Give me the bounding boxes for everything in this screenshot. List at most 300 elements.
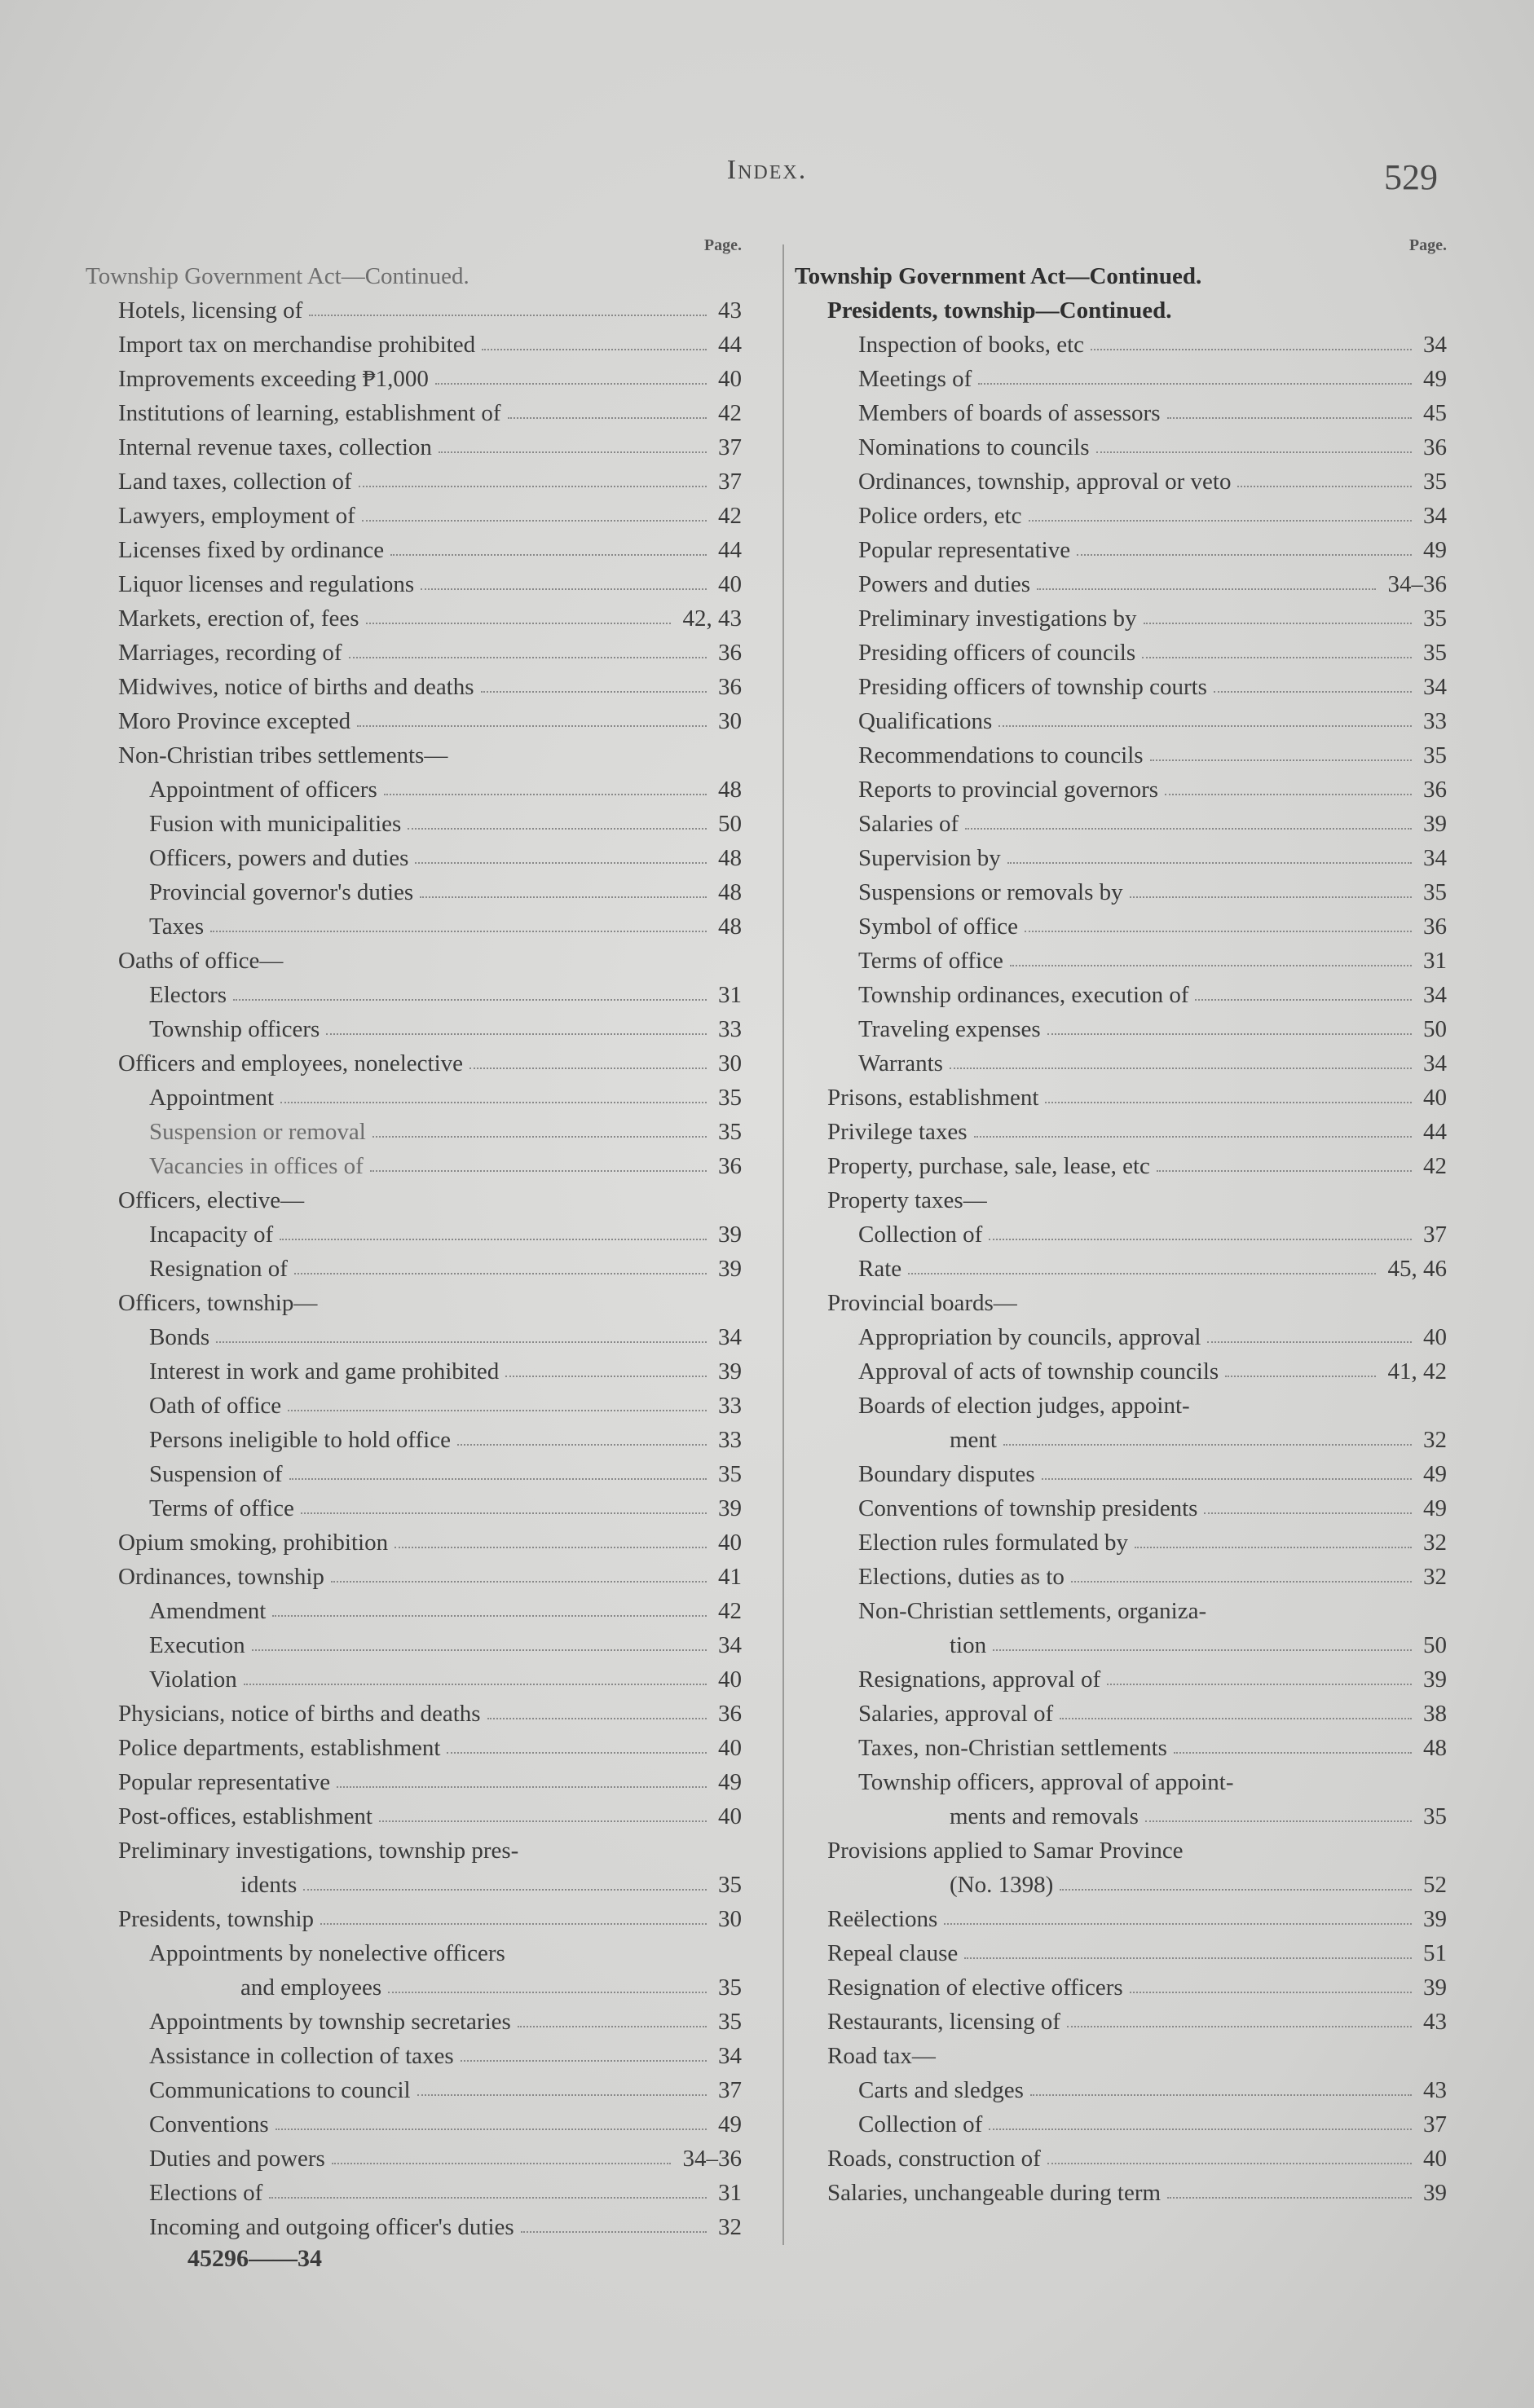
dot-leader bbox=[390, 554, 707, 556]
index-entry bbox=[795, 1081, 1447, 1115]
index-entry bbox=[795, 1149, 1447, 1183]
entry-text: Presidents, township bbox=[118, 1906, 315, 1932]
index-entry bbox=[795, 1868, 1447, 1902]
entry-text: ments and removals bbox=[950, 1803, 1139, 1829]
dot-leader bbox=[1142, 657, 1412, 658]
column-divider bbox=[782, 244, 784, 2245]
index-entry bbox=[86, 533, 742, 567]
entry-page: 39 bbox=[1423, 811, 1447, 837]
index-entry bbox=[795, 1799, 1447, 1834]
dot-leader bbox=[1225, 1376, 1376, 1377]
dot-leader bbox=[508, 417, 707, 419]
entry-text: Vacancies in offices of bbox=[149, 1153, 364, 1179]
entry-page: 35 bbox=[1423, 605, 1447, 632]
index-entry bbox=[86, 1389, 742, 1423]
dot-leader bbox=[1130, 1992, 1412, 1993]
index-entry bbox=[86, 1765, 742, 1799]
entry-page: 37 bbox=[718, 434, 742, 460]
index-entry bbox=[86, 909, 742, 944]
entry-page: 40 bbox=[1423, 1324, 1447, 1350]
index-entry bbox=[86, 430, 742, 464]
entry-page: 30 bbox=[718, 1050, 742, 1076]
entry-text: Duties and powers bbox=[149, 2146, 325, 2172]
page-column-header: Page. bbox=[1408, 236, 1447, 254]
index-entry bbox=[86, 1697, 742, 1731]
dot-leader bbox=[950, 1068, 1412, 1069]
entry-page: 44 bbox=[718, 332, 742, 358]
index-entry bbox=[86, 464, 742, 499]
entry-text: Township officers, approval of appoint- bbox=[858, 1769, 1234, 1795]
index-entry bbox=[795, 2107, 1447, 2142]
entry-text: Popular representative bbox=[118, 1769, 331, 1795]
entry-text: Execution bbox=[149, 1632, 245, 1658]
entry-text: Warrants bbox=[858, 1050, 943, 1076]
entry-text: Resignation of bbox=[149, 1256, 288, 1282]
dot-leader bbox=[379, 1820, 707, 1822]
entry-page: 40 bbox=[718, 1530, 742, 1556]
entry-page: 40 bbox=[1423, 1085, 1447, 1111]
index-entry bbox=[795, 1662, 1447, 1697]
index-entry bbox=[86, 1046, 742, 1081]
dot-leader bbox=[1144, 623, 1412, 624]
index-entry bbox=[86, 1560, 742, 1594]
dot-leader bbox=[320, 1923, 707, 1925]
dot-leader bbox=[1107, 1684, 1412, 1685]
index-entry bbox=[795, 2005, 1447, 2039]
dot-leader bbox=[421, 588, 707, 590]
dot-leader bbox=[993, 1649, 1412, 1651]
index-entry bbox=[86, 2107, 742, 2142]
index-entry bbox=[86, 2176, 742, 2210]
entry-text: Approval of acts of township councils bbox=[858, 1358, 1219, 1384]
dot-leader bbox=[357, 725, 707, 727]
index-entry bbox=[795, 567, 1447, 601]
entry-text: Violation bbox=[149, 1666, 237, 1693]
entry-text: Township ordinances, execution of bbox=[858, 982, 1189, 1008]
dot-leader bbox=[1047, 1033, 1412, 1035]
entry-page: 40 bbox=[718, 1803, 742, 1829]
dot-leader bbox=[331, 1581, 707, 1583]
entry-page: 30 bbox=[718, 708, 742, 734]
dot-leader bbox=[1025, 931, 1412, 932]
entry-page: 49 bbox=[1423, 537, 1447, 563]
index-entry bbox=[86, 2142, 742, 2176]
entry-page: 39 bbox=[1423, 1974, 1447, 2001]
entry-page: 34 bbox=[1423, 674, 1447, 700]
index-entry bbox=[795, 2142, 1447, 2176]
entry-page: 36 bbox=[1423, 913, 1447, 940]
entry-page: 36 bbox=[718, 674, 742, 700]
dot-leader bbox=[1060, 1718, 1412, 1719]
index-entry bbox=[86, 1731, 742, 1765]
entry-text: Ordinances, township, approval or veto bbox=[858, 469, 1232, 495]
index-entry bbox=[795, 1902, 1447, 1936]
dot-leader bbox=[384, 794, 707, 795]
dot-leader bbox=[1204, 1512, 1412, 1514]
entry-text: Meetings of bbox=[858, 366, 972, 392]
entry-page: 34 bbox=[718, 1632, 742, 1658]
entry-page: 37 bbox=[718, 469, 742, 495]
entry-text: Midwives, notice of births and deaths bbox=[118, 674, 474, 700]
entry-text: Terms of office bbox=[858, 948, 1003, 974]
index-entry bbox=[795, 841, 1447, 875]
entry-text: Ordinances, township bbox=[118, 1564, 324, 1590]
entry-page: 39 bbox=[1423, 2180, 1447, 2206]
index-entry bbox=[795, 1936, 1447, 1970]
dot-leader bbox=[280, 1239, 707, 1240]
entry-text: Police orders, etc bbox=[858, 503, 1022, 529]
entry-text: Persons ineligible to hold office bbox=[149, 1427, 451, 1453]
entry-page: 51 bbox=[1423, 1940, 1447, 1966]
dot-leader bbox=[447, 1752, 707, 1754]
entry-page: 36 bbox=[1423, 434, 1447, 460]
index-entry bbox=[86, 1354, 742, 1389]
entry-page: 34 bbox=[1423, 332, 1447, 358]
entry-page: 49 bbox=[1423, 366, 1447, 392]
index-entry bbox=[795, 396, 1447, 430]
entry-text: Carts and sledges bbox=[858, 2077, 1024, 2103]
entry-text: (No. 1398) bbox=[950, 1872, 1054, 1898]
entry-text: Terms of office bbox=[149, 1495, 294, 1521]
index-entry bbox=[795, 1423, 1447, 1457]
dot-leader bbox=[1010, 965, 1412, 966]
entry-page: 33 bbox=[718, 1016, 742, 1042]
index-entry bbox=[795, 2039, 1447, 2073]
entry-text: Licenses fixed by ordinance bbox=[118, 537, 385, 563]
page-column-header: Page. bbox=[703, 236, 742, 254]
index-entry bbox=[795, 1560, 1447, 1594]
entry-text: Hotels, licensing of bbox=[118, 297, 303, 324]
entry-page: 48 bbox=[718, 777, 742, 803]
entry-page: 39 bbox=[718, 1256, 742, 1282]
dot-leader bbox=[269, 2197, 707, 2199]
dot-leader bbox=[944, 1923, 1412, 1925]
index-entry bbox=[795, 259, 1447, 293]
index-entry bbox=[86, 1799, 742, 1834]
entry-text: Township Government Act—Continued. bbox=[86, 263, 469, 289]
dot-leader bbox=[337, 1786, 707, 1788]
entry-page: 34 bbox=[1423, 982, 1447, 1008]
entry-text: Restaurants, licensing of bbox=[827, 2009, 1060, 2035]
entry-text: Fusion with municipalities bbox=[149, 811, 402, 837]
entry-page: 43 bbox=[718, 297, 742, 324]
entry-text: Markets, erection of, fees bbox=[118, 605, 359, 632]
entry-page: 35 bbox=[718, 1872, 742, 1898]
index-entry bbox=[86, 1149, 742, 1183]
entry-text: Property taxes— bbox=[827, 1187, 987, 1213]
entry-text: Incoming and outgoing officer's duties bbox=[149, 2214, 514, 2240]
index-entry bbox=[86, 1970, 742, 2005]
entry-text: Physicians, notice of births and deaths bbox=[118, 1701, 481, 1727]
entry-page: 39 bbox=[718, 1495, 742, 1521]
entry-text: Inspection of books, etc bbox=[858, 332, 1085, 358]
entry-text: Appropriation by councils, approval bbox=[858, 1324, 1201, 1350]
entry-page: 35 bbox=[718, 1119, 742, 1145]
entry-page: 35 bbox=[718, 1974, 742, 2001]
entry-text: Improvements exceeding ₱1,000 bbox=[118, 366, 429, 392]
dot-leader bbox=[1167, 417, 1412, 419]
entry-text: Interest in work and game prohibited bbox=[149, 1358, 500, 1384]
index-entry bbox=[86, 2005, 742, 2039]
entry-page: 44 bbox=[718, 537, 742, 563]
index-entry bbox=[795, 1765, 1447, 1799]
index-entry bbox=[795, 1217, 1447, 1252]
index-entry bbox=[795, 1697, 1447, 1731]
entry-page: 45 bbox=[1423, 400, 1447, 426]
entry-text: Internal revenue taxes, collection bbox=[118, 434, 432, 460]
entry-page: 35 bbox=[718, 1461, 742, 1487]
entry-text: Presiding officers of township courts bbox=[858, 674, 1207, 700]
dot-leader bbox=[965, 828, 1412, 830]
entry-page: 37 bbox=[1423, 1222, 1447, 1248]
entry-text: Elections, duties as to bbox=[858, 1564, 1065, 1590]
index-entry bbox=[795, 1628, 1447, 1662]
entry-page: 42 bbox=[718, 503, 742, 529]
index-entry bbox=[86, 1628, 742, 1662]
entry-text: Police departments, establishment bbox=[118, 1735, 441, 1761]
entry-text: Communications to council bbox=[149, 2077, 411, 2103]
dot-leader bbox=[435, 383, 707, 385]
dot-leader bbox=[1195, 999, 1412, 1001]
index-entry bbox=[86, 773, 742, 807]
entry-text: Amendment bbox=[149, 1598, 267, 1624]
entry-page: 35 bbox=[1423, 469, 1447, 495]
entry-text: Preliminary investigations, township pres- bbox=[118, 1838, 519, 1864]
entry-page: 34 bbox=[718, 2043, 742, 2069]
index-entry bbox=[86, 1081, 742, 1115]
index-entry bbox=[86, 499, 742, 533]
index-entry bbox=[795, 362, 1447, 396]
entry-page: 48 bbox=[718, 845, 742, 871]
dot-leader bbox=[370, 1170, 707, 1172]
index-entry bbox=[795, 1320, 1447, 1354]
entry-page: 43 bbox=[1423, 2009, 1447, 2035]
entry-page: 35 bbox=[1423, 879, 1447, 905]
entry-text: Roads, construction of bbox=[827, 2146, 1041, 2172]
dot-leader bbox=[482, 349, 707, 350]
dot-leader bbox=[216, 1341, 707, 1343]
index-entry bbox=[86, 1902, 742, 1936]
entry-text: Resignation of elective officers bbox=[827, 1974, 1123, 2001]
entry-text: Property, purchase, sale, lease, etc bbox=[827, 1153, 1150, 1179]
entry-text: Members of boards of assessors bbox=[858, 400, 1161, 426]
entry-text: Non-Christian tribes settlements— bbox=[118, 742, 448, 768]
dot-leader bbox=[1130, 896, 1412, 898]
dot-leader bbox=[1037, 588, 1376, 590]
dot-leader bbox=[395, 1547, 707, 1548]
index-entry bbox=[86, 2073, 742, 2107]
entry-page: 48 bbox=[1423, 1735, 1447, 1761]
dot-leader bbox=[1167, 2197, 1412, 2199]
dot-leader bbox=[1045, 1102, 1412, 1103]
entry-text: Preliminary investigations by bbox=[858, 605, 1137, 632]
index-entry bbox=[86, 1423, 742, 1457]
dot-leader bbox=[1165, 794, 1412, 795]
index-column-left bbox=[86, 236, 742, 2244]
dot-leader bbox=[1030, 2094, 1412, 2096]
index-entry bbox=[795, 944, 1447, 978]
entry-text: Conventions of township presidents bbox=[858, 1495, 1198, 1521]
entry-page: 42, 43 bbox=[682, 605, 742, 632]
index-entry bbox=[795, 2176, 1447, 2210]
entry-text: Rate bbox=[858, 1256, 902, 1282]
entry-page: 33 bbox=[1423, 708, 1447, 734]
dot-leader bbox=[415, 862, 707, 864]
index-entry bbox=[795, 464, 1447, 499]
dot-leader bbox=[388, 1992, 707, 1993]
entry-page: 39 bbox=[718, 1358, 742, 1384]
dot-leader bbox=[210, 931, 707, 932]
index-entry bbox=[86, 738, 742, 773]
dot-leader bbox=[359, 486, 707, 487]
entry-page: 34 bbox=[718, 1324, 742, 1350]
entry-page: 36 bbox=[718, 640, 742, 666]
index-entry bbox=[795, 328, 1447, 362]
index-entry bbox=[795, 1286, 1447, 1320]
entry-page: 48 bbox=[718, 879, 742, 905]
entry-page: 40 bbox=[718, 366, 742, 392]
entry-page: 45, 46 bbox=[1387, 1256, 1447, 1282]
index-entry bbox=[795, 1834, 1447, 1868]
entry-page: 36 bbox=[718, 1701, 742, 1727]
entry-page: 38 bbox=[1423, 1701, 1447, 1727]
entry-text: Electors bbox=[149, 982, 227, 1008]
entry-text: Provincial governor's duties bbox=[149, 879, 414, 905]
index-entry bbox=[795, 909, 1447, 944]
index-entry bbox=[795, 2073, 1447, 2107]
dot-leader bbox=[326, 1033, 707, 1035]
entry-page: 39 bbox=[1423, 1906, 1447, 1932]
entry-page: 34–36 bbox=[682, 2146, 742, 2172]
dot-leader bbox=[1096, 451, 1412, 453]
entry-text: Supervision by bbox=[858, 845, 1001, 871]
entry-text: Non-Christian settlements, organiza- bbox=[858, 1598, 1207, 1624]
index-entry bbox=[86, 2210, 742, 2244]
index-entry bbox=[795, 773, 1447, 807]
index-entry bbox=[86, 670, 742, 704]
dot-leader bbox=[518, 2026, 707, 2027]
dot-leader bbox=[349, 657, 707, 658]
entry-text: Oaths of office— bbox=[118, 948, 284, 974]
dot-leader bbox=[1042, 1478, 1412, 1480]
entry-text: Salaries of bbox=[858, 811, 959, 837]
entry-text: Post-offices, establishment bbox=[118, 1803, 372, 1829]
entry-page: 40 bbox=[1423, 2146, 1447, 2172]
entry-page: 50 bbox=[718, 811, 742, 837]
entry-page: 35 bbox=[718, 2009, 742, 2035]
entry-text: Nominations to councils bbox=[858, 434, 1090, 460]
entry-page: 37 bbox=[1423, 2111, 1447, 2137]
entry-page: 42 bbox=[1423, 1153, 1447, 1179]
index-entry bbox=[795, 807, 1447, 841]
index-entry bbox=[86, 567, 742, 601]
entry-text: Suspension of bbox=[149, 1461, 283, 1487]
entry-page: 37 bbox=[718, 2077, 742, 2103]
dot-leader bbox=[1135, 1547, 1412, 1548]
entry-text: Provisions applied to Samar Province bbox=[827, 1838, 1184, 1864]
index-entry bbox=[86, 1217, 742, 1252]
dot-leader bbox=[301, 1512, 707, 1514]
index-entry bbox=[86, 875, 742, 909]
index-column-right bbox=[795, 236, 1447, 2210]
index-entry bbox=[86, 328, 742, 362]
entry-text: Repeal clause bbox=[827, 1940, 959, 1966]
entry-text: Moro Province excepted bbox=[118, 708, 351, 734]
entry-text: tion bbox=[950, 1632, 987, 1658]
entry-text: Salaries, approval of bbox=[858, 1701, 1054, 1727]
entry-text: Privilege taxes bbox=[827, 1119, 968, 1145]
dot-leader bbox=[1207, 1341, 1412, 1343]
index-entry bbox=[86, 1834, 742, 1868]
entry-page: 49 bbox=[1423, 1495, 1447, 1521]
entry-page: 34–36 bbox=[1387, 571, 1447, 597]
entry-text: Township Government Act—Continued. bbox=[795, 263, 1202, 289]
entry-text: Prisons, establishment bbox=[827, 1085, 1039, 1111]
dot-leader bbox=[1077, 554, 1412, 556]
index-entry bbox=[86, 259, 742, 293]
index-entry bbox=[86, 396, 742, 430]
dot-leader bbox=[1157, 1170, 1412, 1172]
entry-text: Appointments by township secretaries bbox=[149, 2009, 511, 2035]
index-entry bbox=[86, 1286, 742, 1320]
entry-page: 34 bbox=[1423, 503, 1447, 529]
index-entry bbox=[86, 841, 742, 875]
entry-page: 49 bbox=[718, 1769, 742, 1795]
dot-leader bbox=[289, 1478, 707, 1480]
dot-leader bbox=[280, 1102, 707, 1103]
entry-page: 31 bbox=[718, 2180, 742, 2206]
index-entry bbox=[795, 533, 1447, 567]
index-entry bbox=[86, 1594, 742, 1628]
index-entry bbox=[86, 1457, 742, 1491]
entry-text: Reports to provincial governors bbox=[858, 777, 1159, 803]
dot-leader bbox=[998, 725, 1412, 727]
entry-page: 40 bbox=[718, 571, 742, 597]
dot-leader bbox=[1091, 349, 1412, 350]
index-entry bbox=[86, 1868, 742, 1902]
index-entry bbox=[795, 978, 1447, 1012]
index-entry bbox=[86, 2039, 742, 2073]
page-number: 529 bbox=[1384, 157, 1438, 197]
entry-page: 35 bbox=[1423, 640, 1447, 666]
index-entry bbox=[795, 601, 1447, 636]
dot-leader bbox=[288, 1410, 707, 1411]
entry-text: Taxes bbox=[149, 913, 205, 940]
entry-text: Officers and employees, nonelective bbox=[118, 1050, 464, 1076]
index-entry bbox=[86, 1115, 742, 1149]
entry-text: Boundary disputes bbox=[858, 1461, 1035, 1487]
entry-page: 44 bbox=[1423, 1119, 1447, 1145]
dot-leader bbox=[1029, 520, 1412, 522]
entry-page: 31 bbox=[1423, 948, 1447, 974]
entry-page: 42 bbox=[718, 400, 742, 426]
index-entry bbox=[86, 1252, 742, 1286]
dot-leader bbox=[439, 451, 707, 453]
index-entry bbox=[86, 601, 742, 636]
entry-text: Appointment bbox=[149, 1085, 275, 1111]
index-entry bbox=[86, 362, 742, 396]
entry-page: 32 bbox=[1423, 1427, 1447, 1453]
dot-leader bbox=[1007, 862, 1412, 864]
dot-leader bbox=[989, 1239, 1412, 1240]
index-entry bbox=[795, 1115, 1447, 1149]
index-entry bbox=[795, 1731, 1447, 1765]
dot-leader bbox=[978, 383, 1412, 385]
entry-text: Taxes, non-Christian settlements bbox=[858, 1735, 1167, 1761]
entry-text: Institutions of learning, establishment of bbox=[118, 400, 501, 426]
signature-mark: 45296——34 bbox=[187, 2245, 322, 2272]
index-entry bbox=[795, 636, 1447, 670]
